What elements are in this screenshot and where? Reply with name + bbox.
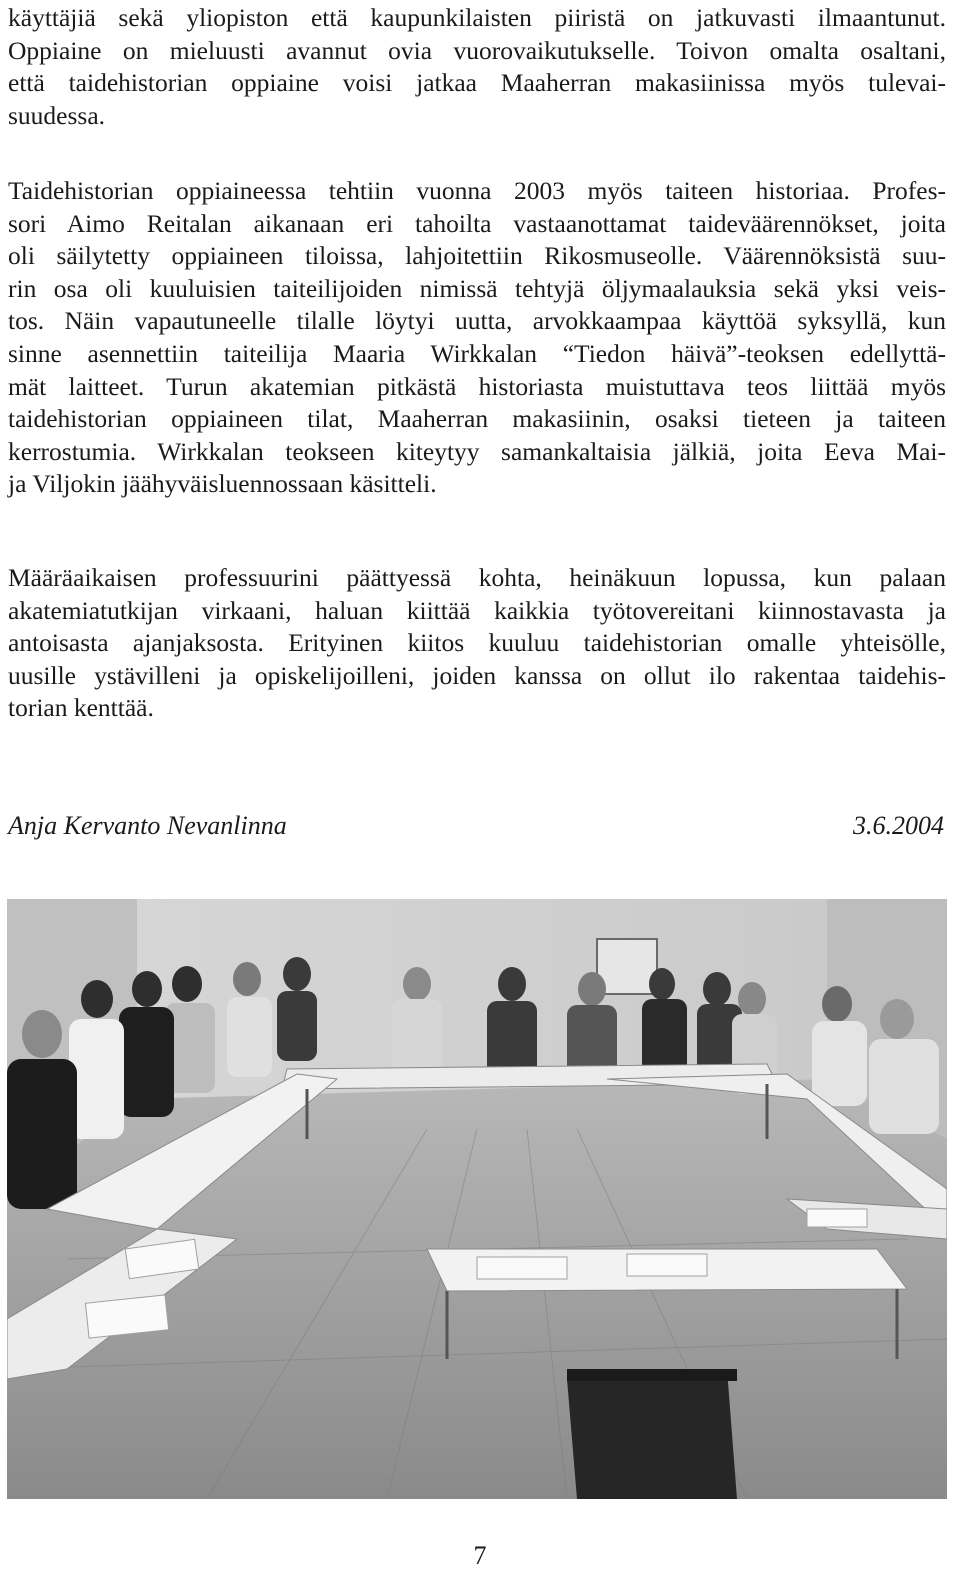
text-line: antoisasta ajanjaksosta. Erityinen kiitos kuuluu taidehistorian omalle yhteisölle, — [8, 628, 946, 658]
text-line: Taidehistorian oppiaineessa tehtiin vuonna 2003 myös taiteen historiaa. Profes- — [8, 176, 946, 205]
text-line: sinne asennettiin taiteilija Maaria Wirkkalan “Tiedon häivä”-teoksen edellyttä- — [8, 338, 946, 368]
paragraph-1 — [8, 2, 946, 132]
group-photo-icon — [7, 899, 947, 1499]
paragraph-3 — [8, 562, 946, 725]
text-line: suudessa. — [8, 100, 106, 130]
text-line: akatemiatutkijan virkaani, haluan kiittää kaikkia työtovereitani kiinnostavasta ja — [8, 595, 946, 625]
text-line: kerrostumia. Wirkkalan teokseen kiteytyy samankaltaisia jälkiä, joita Eeva Mai- — [8, 436, 946, 466]
text-line: mät laitteet. Turun akatemian pitkästä historiasta muistuttava teos liittää myös — [8, 371, 946, 401]
text-line: oli säilytetty oppiaineen tiloissa, lahjoitettiin Rikosmuseolle. Väärennöksistä suu- — [8, 241, 946, 271]
text-line: käyttäjiä sekä yliopiston että kaupunkilaisten piiristä on jatkuvasti ilmaantunut. — [8, 3, 946, 32]
text-line: torian kenttää. — [8, 693, 154, 723]
text-line: Määräaikaisen professuurini päättyessä kohta, heinäkuun lopussa, kun palaan — [8, 563, 946, 592]
text-line: rin osa oli kuuluisien taiteilijoiden nimissä tehtyjä öljymaalauksia sekä yksi veis- — [8, 273, 946, 303]
group-photo — [7, 899, 947, 1499]
text-line: että taidehistorian oppiaine voisi jatkaa Maaherran makasiinissa myös tulevai- — [8, 68, 946, 98]
page-number: 7 — [473, 1541, 487, 1570]
signature-name: Anja Kervanto Nevanlinna — [8, 811, 287, 840]
text-line: tos. Näin vapautuneelle tilalle löytyi uutta, arvokkaampaa käyttöä syksyllä, kun — [8, 306, 946, 336]
paragraph-2 — [8, 175, 946, 501]
text-line: sori Aimo Reitalan aikanaan eri tahoilta vastaanottamat taideväärennökset, joita — [8, 208, 946, 238]
text-line: uusille ystävilleni ja opiskelijoilleni, joiden kanssa on ollut ilo rakentaa taidehis- — [8, 660, 946, 690]
signature-date: 3.6.2004 — [853, 811, 944, 840]
text-line: ja Viljokin jäähyväisluennossaan käsitteli. — [8, 469, 437, 499]
text-line: taidehistorian oppiaineen tilat, Maaherran makasiinin, osaksi tieteen ja taiteen — [8, 404, 946, 434]
text-line: Oppiaine on mieluusti avannut ovia vuorovaikutukselle. Toivon omalta osaltani, — [8, 35, 946, 65]
